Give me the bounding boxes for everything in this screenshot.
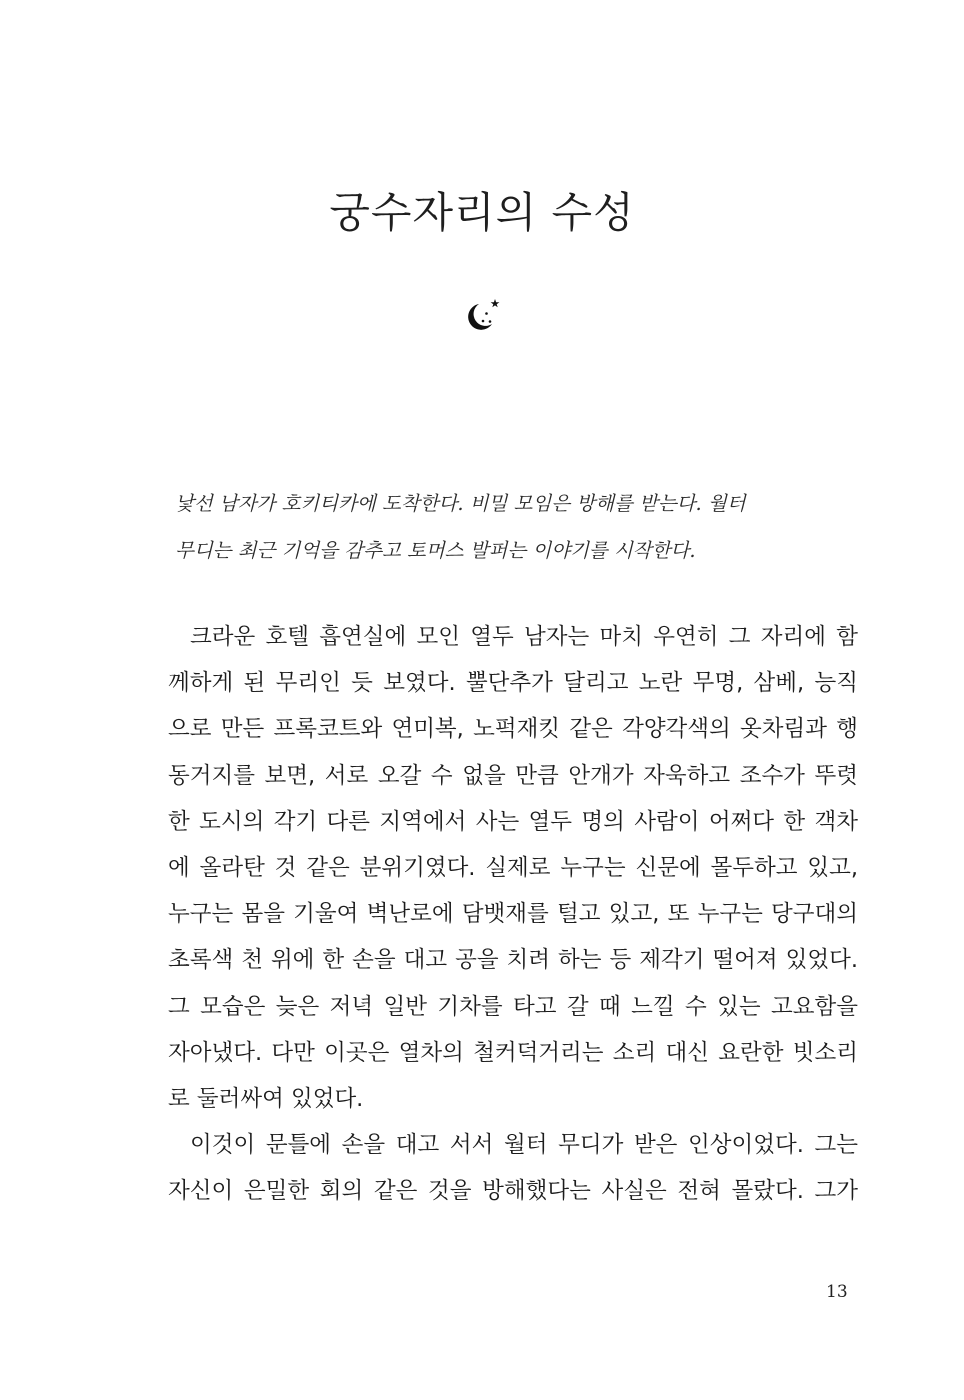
body-line: 초록색 천 위에 한 손을 대고 공을 치려 하는 등 제각기 떨어져 있었다.: [168, 947, 858, 974]
body-line: 자신이 은밀한 회의 같은 것을 방해했다는 사실은 전혀 몰랐다. 그가: [168, 1178, 858, 1205]
body-line: 동거지를 보면, 서로 오갈 수 없을 만큼 안개가 자욱하고 조수가 뚜렷: [168, 762, 858, 789]
summary-line: 낯선 남자가 호키티카에 도착한다. 비밀 모임은 방해를 받는다. 월터: [175, 492, 746, 515]
body-line: 그 모습은 늦은 저녁 일반 기차를 타고 갈 때 느낄 수 있는 고요함을: [168, 993, 858, 1020]
chapter-summary: [175, 480, 825, 574]
page-number: 13: [826, 1282, 848, 1302]
body-line: 이것이 문틀에 손을 대고 서서 월터 무디가 받은 인상이었다. 그는: [190, 1132, 858, 1159]
body-line: 한 도시의 각기 다른 지역에서 사는 열두 명의 사람이 어쩌다 한 객차: [168, 808, 858, 835]
crescent-moon-star-icon: [462, 296, 502, 336]
body-line: 으로 만든 프록코트와 연미복, 노퍽재킷 같은 각양각색의 옷차림과 행: [168, 716, 858, 743]
chapter-title: 궁수자리의 수성: [329, 188, 635, 238]
body-line: 께하게 된 무리인 듯 보였다. 뿔단추가 달리고 노란 무명, 삼베, 능직: [168, 670, 858, 697]
body-line: 누구는 몸을 기울여 벽난로에 담뱃재를 털고 있고, 또 누구는 당구대의: [168, 901, 858, 928]
body-line: 에 올라탄 것 같은 분위기였다. 실제로 누구는 신문에 몰두하고 있고,: [168, 855, 858, 882]
body-line: 로 둘러싸여 있었다.: [168, 1086, 364, 1113]
body-line: 자아냈다. 다만 이곳은 열차의 철커덕거리는 소리 대신 요란한 빗소리: [168, 1039, 858, 1066]
summary-line: 무디는 최근 기억을 감추고 토머스 발퍼는 이야기를 시작한다.: [175, 539, 696, 562]
body-text: [168, 614, 858, 1215]
body-line: 크라운 호텔 흡연실에 모인 열두 남자는 마치 우연히 그 자리에 함: [190, 624, 858, 650]
